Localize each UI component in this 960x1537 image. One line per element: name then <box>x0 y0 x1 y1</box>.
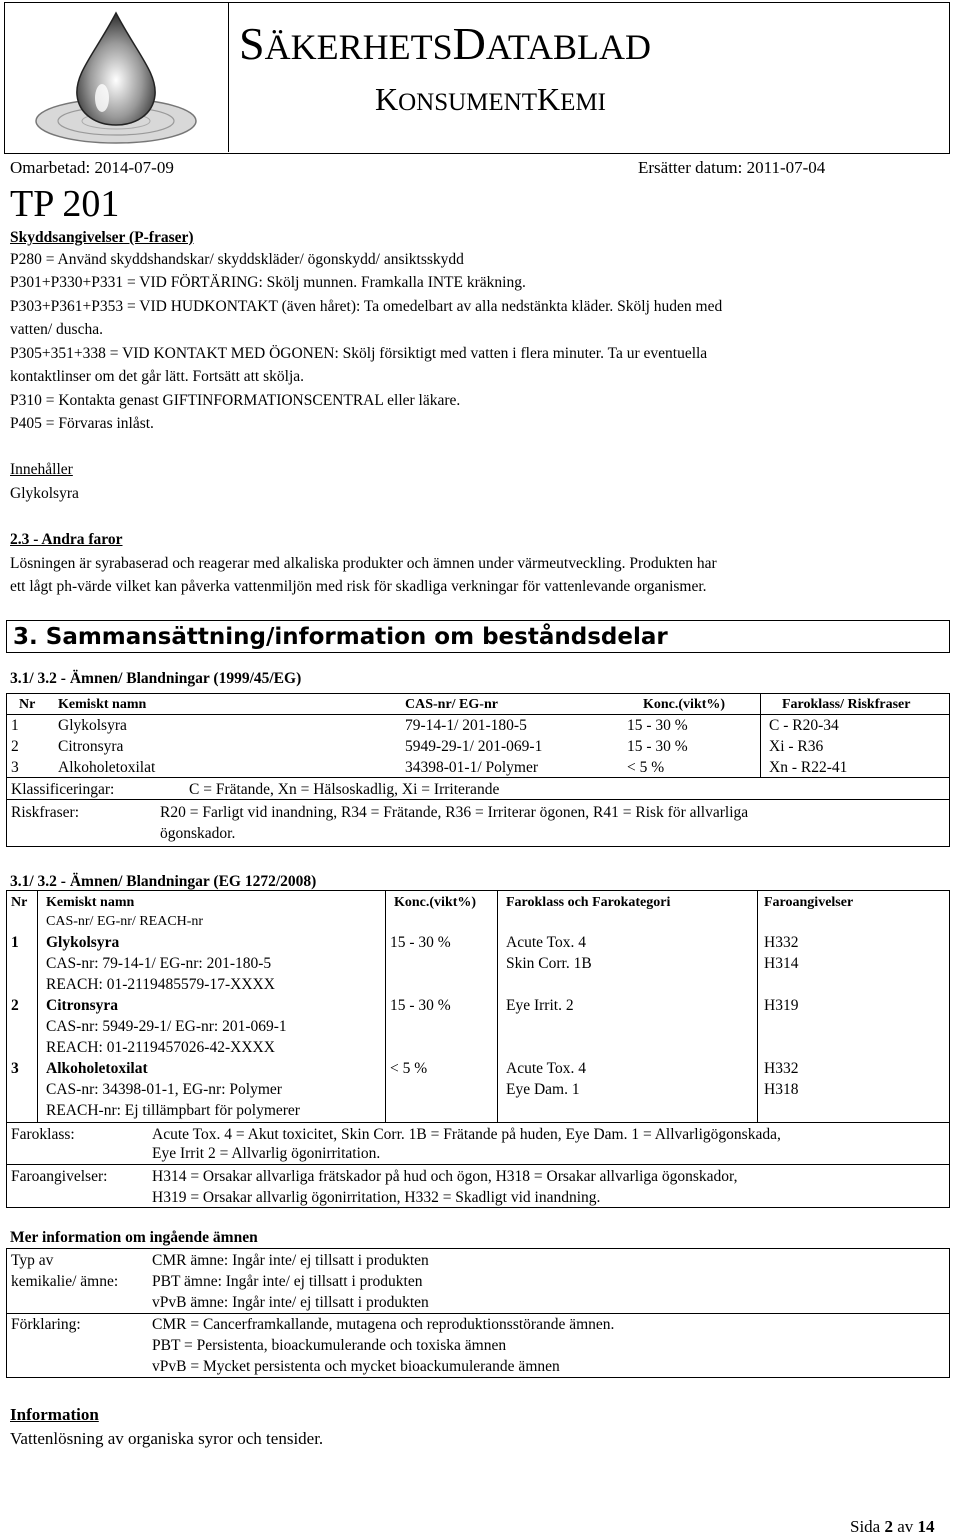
table2-cell: Glykolsyra <box>46 934 120 951</box>
table2-cell: 15 - 30 % <box>390 997 451 1014</box>
table1-cell: 15 - 30 % <box>627 738 688 755</box>
classification-text: C = Frätande, Xn = Hälsoskadlig, Xi = Irriterande <box>189 781 500 798</box>
table1-col-hazard: Faroklass/ Riskfraser <box>782 697 911 712</box>
table2-cell: 1 <box>11 934 19 951</box>
classification-label: Klassificeringar: <box>11 781 115 798</box>
table1-cell: Xn - R22-41 <box>769 759 848 776</box>
table1-cell: 15 - 30 % <box>627 717 688 734</box>
other-hazards-heading: 2.3 - Andra faror <box>10 531 123 548</box>
document-subtitle: KONSUMENTKEMI <box>375 81 606 117</box>
explanation-text: CMR = Cancerframkallande, mutagena och reproduktionsstörande ämnen. <box>152 1316 615 1333</box>
table2-cell: CAS-nr: 34398-01-1, EG-nr: Polymer <box>46 1081 282 1098</box>
table1-cell: 79-14-1/ 201-180-5 <box>405 717 527 734</box>
table1-col-conc: Konc.(vikt%) <box>643 697 726 712</box>
table2-col-rule <box>385 890 386 1122</box>
table1-col-rule <box>760 693 761 777</box>
table2-cell: Alkoholetoxilat <box>46 1060 148 1077</box>
p-phrase-line: P305+351+338 = VID KONTAKT MED ÖGONEN: Skölj försiktigt med vatten i flera minuter. Ta ur eventuella <box>10 345 708 362</box>
product-name: TP 201 <box>10 183 120 225</box>
p-phrase-line: P301+P330+P331 = VID FÖRTÄRING: Skölj munnen. Framkalla INTE kräkning. <box>10 274 526 291</box>
more-info-heading: Mer information om ingående ämnen <box>10 1229 258 1246</box>
contains-heading: Innehåller <box>10 461 73 478</box>
table2-cell: 2 <box>11 997 19 1014</box>
type-label: Typ av <box>11 1252 54 1269</box>
document-title: SÄKERHETSDATABLAD <box>239 18 651 69</box>
table1-cell: Xi - R36 <box>769 738 824 755</box>
table2-col-rule <box>497 890 498 1122</box>
other-hazards-text: ett lågt ph-värde vilket kan påverka vattenmiljön med risk för skadliga verkningar för vattenlevande organismer. <box>10 578 707 595</box>
type-text: CMR ämne: Ingår inte/ ej tillsatt i produkten <box>152 1252 429 1269</box>
table1-col-cas: CAS-nr/ EG-nr <box>405 697 498 712</box>
table1-cell: C - R20-34 <box>769 717 839 734</box>
table2-rows-rule <box>6 1122 950 1123</box>
table2-cell: Acute Tox. 4 <box>506 934 586 951</box>
p-phrase-line: P280 = Använd skyddshandskar/ skyddskläder/ ögonskydd/ ansiktsskydd <box>10 251 464 268</box>
table2-cell: Eye Irrit. 2 <box>506 997 574 1014</box>
table2-cell: < 5 % <box>390 1060 428 1077</box>
table2-cell: H318 <box>764 1081 799 1098</box>
table2-col-name: Kemiskt namn <box>46 895 135 910</box>
table2-cell: REACH: 01-2119457026-42-XXXX <box>46 1039 275 1056</box>
explanation-text: PBT = Persistenta, bioackumulerande och toxiska ämnen <box>152 1337 507 1354</box>
table2-cell: 15 - 30 % <box>390 934 451 951</box>
table2-cell: H314 <box>764 955 799 972</box>
section-3-heading: 3. Sammansättning/information om beståndsdelar <box>6 620 950 653</box>
table2-col-rule <box>757 890 758 1122</box>
table1-cell: 2 <box>11 738 19 755</box>
table2-cell: H332 <box>764 1060 799 1077</box>
information-text: Vattenlösning av organiska syror och tensider. <box>10 1429 324 1448</box>
faroangivelser-label: Faroangivelser: <box>11 1168 108 1185</box>
type-label: kemikalie/ ämne: <box>11 1273 119 1290</box>
explanation-text: vPvB = Mycket persistenta och mycket bioackumulerande ämnen <box>152 1358 560 1375</box>
risk-text: R20 = Farligt vid inandning, R34 = Frätande, R36 = Irriterar ögonen, R41 = Risk för allvarliga <box>160 804 749 821</box>
table2-col-class: Faroklass och Farokategori <box>506 895 671 910</box>
table1-cell: 3 <box>11 759 19 776</box>
replaces-date: Ersätter datum: 2011-07-04 <box>638 158 826 177</box>
table1-col-name: Kemiskt namn <box>58 697 147 712</box>
faroangivelser-text: H319 = Orsakar allvarlig ögonirritation, H332 = Skadligt vid inandning. <box>152 1189 601 1206</box>
document-header <box>4 2 950 154</box>
table2-cell: H332 <box>764 934 799 951</box>
explanation-label: Förklaring: <box>11 1316 81 1333</box>
table2-cell: REACH: 01-2119485579-17-XXXX <box>46 976 275 993</box>
table1-col-nr: Nr <box>19 697 36 712</box>
p-phrase-line: vatten/ duscha. <box>10 321 103 338</box>
drop-logo-icon <box>5 3 229 152</box>
faroklass-text: Eye Irrit 2 = Allvarlig ögonirritation. <box>152 1145 381 1162</box>
faroklass-label: Faroklass: <box>11 1126 75 1143</box>
table2-cell: 3 <box>11 1060 19 1077</box>
table2-cell: Skin Corr. 1B <box>506 955 592 972</box>
table1-cell: 1 <box>11 717 19 734</box>
table1-heading: 3.1/ 3.2 - Ämnen/ Blandningar (1999/45/EG) <box>10 670 302 687</box>
table2-cell: REACH-nr: Ej tillämpbart för polymerer <box>46 1102 300 1119</box>
table1-cell: Citronsyra <box>58 738 124 755</box>
type-text: PBT ämne: Ingår inte/ ej tillsatt i produkten <box>152 1273 423 1290</box>
faroangivelser-text: H314 = Orsakar allvarliga frätskador på hud och ögon, H318 = Orsakar allvarliga ögonskador, <box>152 1168 738 1185</box>
table1-cell: Glykolsyra <box>58 717 127 734</box>
information-heading: Information <box>10 1405 99 1424</box>
table1-cell: Alkoholetoxilat <box>58 759 156 776</box>
faroklass-text: Acute Tox. 4 = Akut toxicitet, Skin Corr. 1B = Frätande på huden, Eye Dam. 1 = Allvarligögonskada, <box>152 1126 781 1143</box>
type-text: vPvB ämne: Ingår inte/ ej tillsatt i produkten <box>152 1294 429 1311</box>
table2-cell: CAS-nr: 5949-29-1/ EG-nr: 201-069-1 <box>46 1018 287 1035</box>
table2-heading: 3.1/ 3.2 - Ämnen/ Blandningar (EG 1272/2008) <box>10 873 317 890</box>
contains-value: Glykolsyra <box>10 485 79 502</box>
table2-cell: Acute Tox. 4 <box>506 1060 586 1077</box>
p-phrase-line: P405 = Förvaras inlåst. <box>10 415 154 432</box>
table2-col-h: Faroangivelser <box>764 895 854 910</box>
risk-text: ögonskador. <box>160 825 236 842</box>
table2-col-cas: CAS-nr/ EG-nr/ REACH-nr <box>46 914 204 929</box>
table2-cell: Citronsyra <box>46 997 119 1014</box>
risk-label: Riskfraser: <box>11 804 80 821</box>
table1-cell: < 5 % <box>627 759 665 776</box>
p-phrase-line: P310 = Kontakta genast GIFTINFORMATIONSCENTRAL eller läkare. <box>10 392 461 409</box>
other-hazards-text: Lösningen är syrabaserad och reagerar med alkaliska produkter och ämnen under värmeutveckling. Produkten har <box>10 555 717 572</box>
table2-cell: CAS-nr: 79-14-1/ EG-nr: 201-180-5 <box>46 955 272 972</box>
p-phrase-line: P303+P361+P353 = VID HUDKONTAKT (även håret): Ta omedelbart av alla nedstänkta kläder. Skölj huden med <box>10 298 723 315</box>
table1-cell: 5949-29-1/ 201-069-1 <box>405 738 543 755</box>
table2-col-rule <box>37 890 38 1122</box>
table2-col-conc: Konc.(vikt%) <box>394 895 477 910</box>
table2-cell: Eye Dam. 1 <box>506 1081 580 1098</box>
table2-faroklass-rule <box>6 1164 950 1165</box>
p-phrases-heading: Skyddsangivelser (P-fraser) <box>10 229 194 246</box>
revised-date: Omarbetad: 2014-07-09 <box>10 158 174 177</box>
page-number: Sida 2 av 14 <box>850 1517 935 1536</box>
table2-cell: H319 <box>764 997 799 1014</box>
p-phrase-line: kontaktlinser om det går lätt. Fortsätt att skölja. <box>10 368 305 385</box>
table1-cell: 34398-01-1/ Polymer <box>405 759 539 776</box>
table2-col-nr: Nr <box>11 895 28 910</box>
